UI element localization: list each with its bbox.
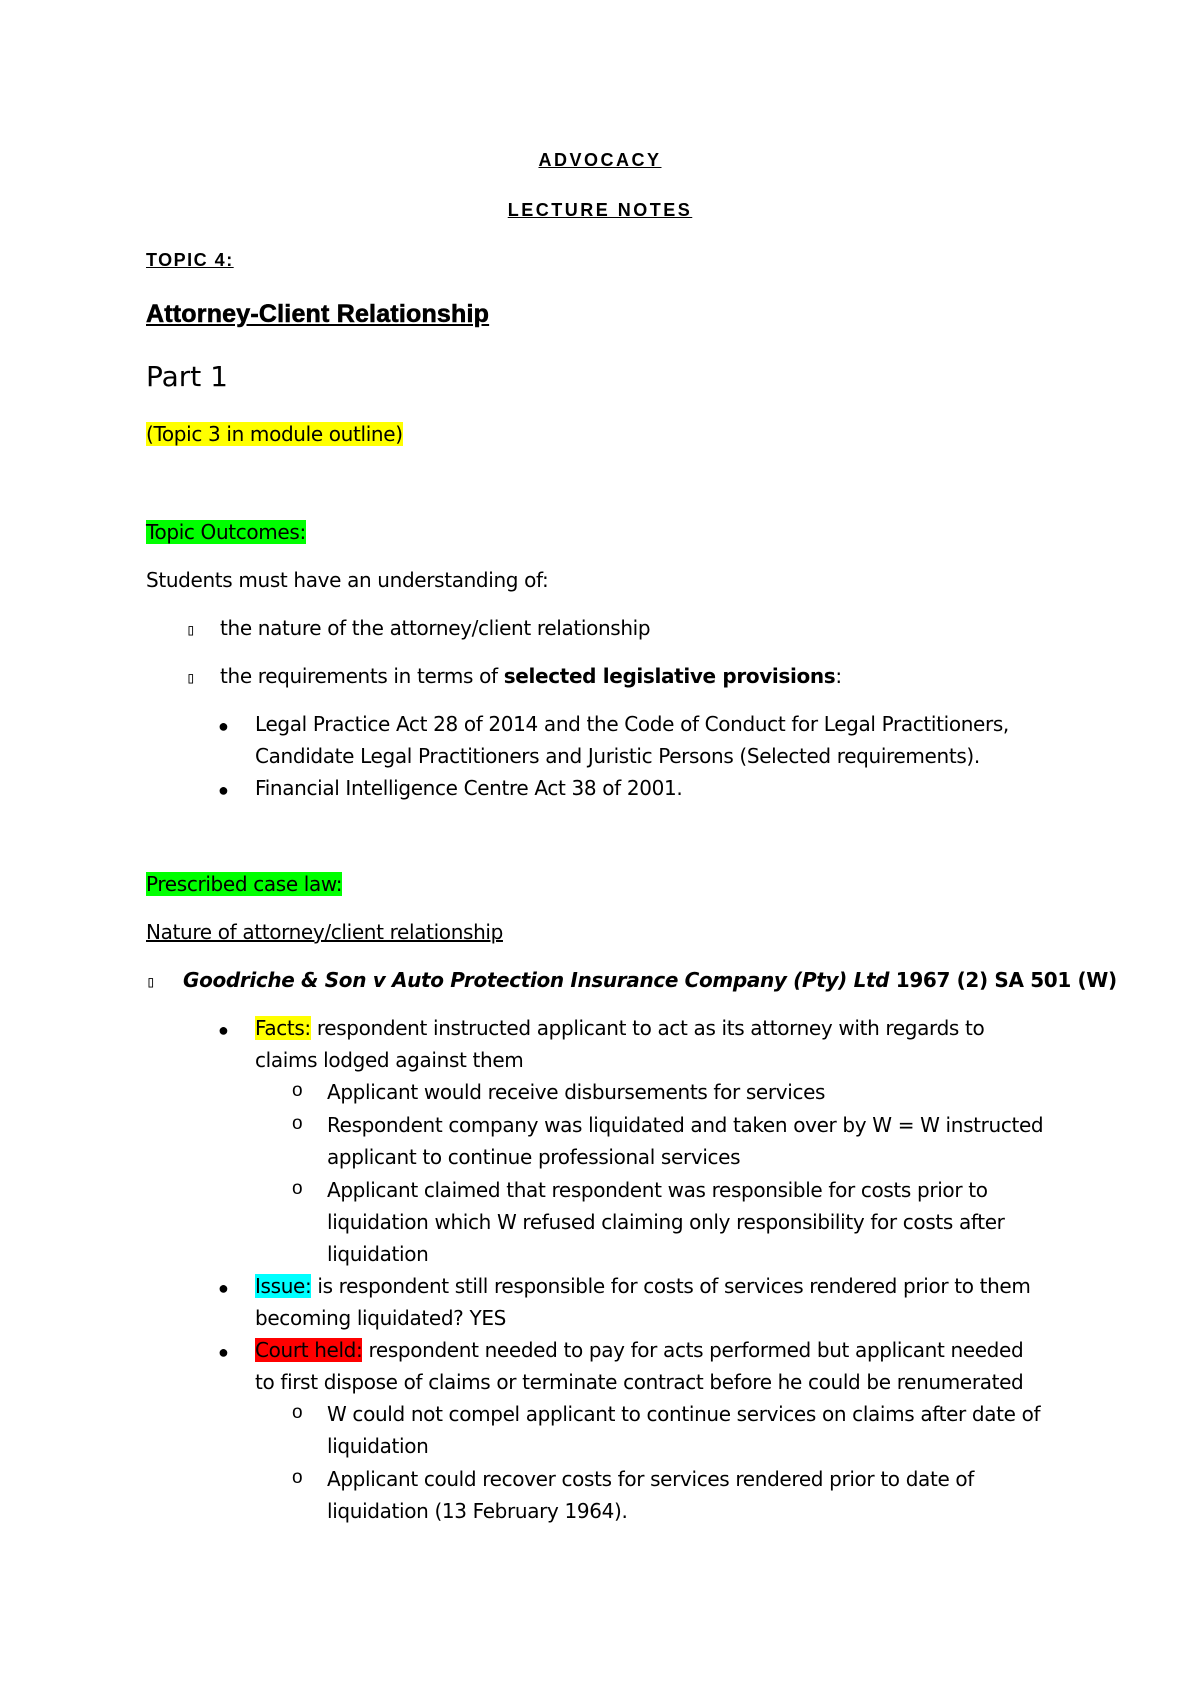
- circle-bullet-icon: o: [292, 1080, 303, 1101]
- outcome-item: the nature of the attorney/client relationship: [220, 616, 651, 640]
- bullet-icon: ●: [218, 780, 229, 800]
- document-title: ADVOCACY: [538, 150, 662, 170]
- case-citation: [183, 968, 1117, 992]
- held-sub-item: liquidation (13 February 1964).: [327, 1499, 628, 1523]
- issue-text: becoming liquidated? YES: [255, 1306, 506, 1330]
- bullet-icon: ●: [218, 1342, 229, 1362]
- bullet-icon: ●: [218, 1020, 229, 1040]
- topic-label: TOPIC 4:: [146, 250, 234, 270]
- legislation-line: Legal Practice Act 28 of 2014 and the Code of Conduct for Legal Practitioners,: [255, 712, 1009, 736]
- outcome-item-tail: :: [835, 664, 842, 688]
- facts-text: claims lodged against them: [255, 1048, 524, 1072]
- held-sub-item: W could not compel applicant to continue services on claims after date of: [327, 1402, 1041, 1426]
- facts-label: Facts:: [255, 1016, 311, 1040]
- held-line: [255, 1338, 1023, 1362]
- box-bullet-icon: ▯: [186, 620, 196, 639]
- issue-label: Issue:: [255, 1274, 312, 1298]
- held-sub-item: Applicant could recover costs for services rendered prior to date of: [327, 1467, 974, 1491]
- held-sub-item: liquidation: [327, 1434, 429, 1458]
- held-text: respondent needed to pay for acts performed but applicant needed: [368, 1338, 1024, 1362]
- document-subtitle: LECTURE NOTES: [507, 200, 693, 220]
- fact-sub-item: liquidation: [327, 1242, 429, 1266]
- outcomes-label: Topic Outcomes:: [146, 520, 306, 544]
- legislation-line: Candidate Legal Practitioners and Juristic Persons (Selected requirements).: [255, 744, 980, 768]
- circle-bullet-icon: o: [292, 1402, 303, 1423]
- outcome-item-text: the requirements in terms of: [220, 664, 498, 688]
- issue-text: is respondent still responsible for costs of services rendered prior to them: [317, 1274, 1031, 1298]
- held-text: to first dispose of claims or terminate contract before he could be renumerated: [255, 1370, 1024, 1394]
- case-name: Goodriche & Son v Auto Protection Insurance Company (Pty) Ltd: [183, 968, 890, 992]
- fact-sub-item: applicant to continue professional services: [327, 1145, 741, 1169]
- outcomes-intro: Students must have an understanding of:: [146, 568, 549, 592]
- legislation-line: Financial Intelligence Centre Act 38 of 2001.: [255, 776, 683, 800]
- circle-bullet-icon: o: [292, 1467, 303, 1488]
- part-heading: Part 1: [146, 360, 228, 393]
- case-law-label: Prescribed case law:: [146, 872, 343, 896]
- circle-bullet-icon: o: [292, 1113, 303, 1134]
- fact-sub-item: Applicant would receive disbursements for services: [327, 1080, 826, 1104]
- box-bullet-icon: ▯: [186, 668, 196, 687]
- circle-bullet-icon: o: [292, 1178, 303, 1199]
- fact-sub-item: Applicant claimed that respondent was responsible for costs prior to: [327, 1178, 988, 1202]
- section-heading: Attorney-Client Relationship: [146, 300, 490, 328]
- module-note: (Topic 3 in module outline): [146, 422, 403, 446]
- case-law-subheading: Nature of attorney/client relationship: [146, 920, 503, 944]
- facts-line: [255, 1016, 984, 1040]
- outcome-item: [220, 664, 842, 688]
- legislation-emphasis: selected legislative provisions: [503, 664, 836, 688]
- issue-line: [255, 1274, 1031, 1298]
- bullet-icon: ●: [218, 1278, 229, 1298]
- held-label: Court held:: [255, 1338, 363, 1362]
- facts-text: respondent instructed applicant to act as its attorney with regards to: [316, 1016, 985, 1040]
- fact-sub-item: Respondent company was liquidated and taken over by W = W instructed: [327, 1113, 1044, 1137]
- fact-sub-item: liquidation which W refused claiming only responsibility for costs after: [327, 1210, 1005, 1234]
- box-bullet-icon: ▯: [146, 972, 156, 991]
- bullet-icon: ●: [218, 716, 229, 736]
- case-reference: 1967 (2) SA 501 (W): [889, 968, 1117, 992]
